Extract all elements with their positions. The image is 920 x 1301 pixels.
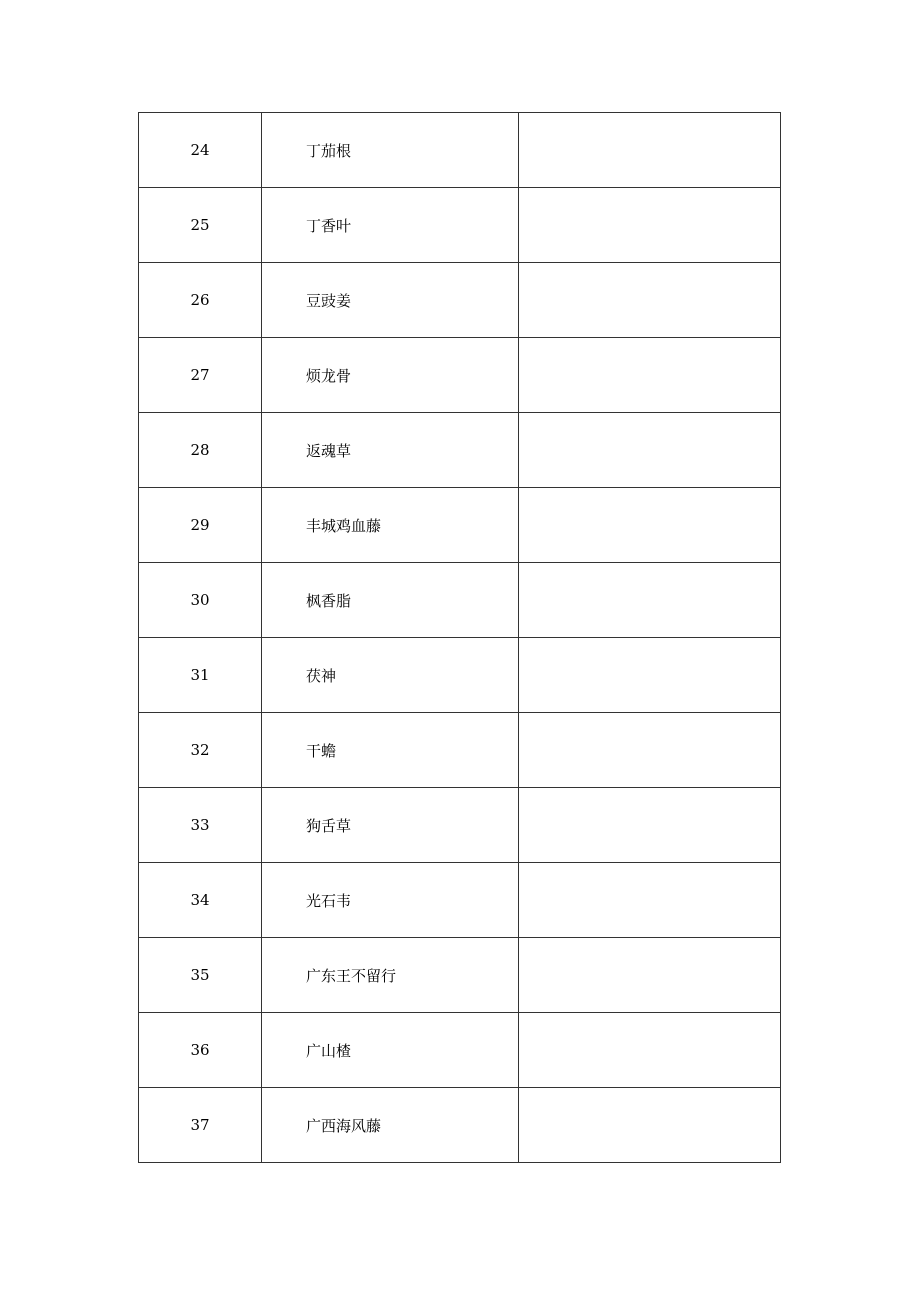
table-row: [139, 1088, 781, 1163]
table-row: [139, 188, 781, 263]
row-number-cell: 28: [139, 413, 262, 488]
note-cell: [519, 563, 781, 638]
note-cell: [519, 338, 781, 413]
table-row: [139, 638, 781, 713]
herb-name-cell: 干蟾: [262, 713, 519, 788]
note-cell: [519, 488, 781, 563]
herb-name-cell: 返魂草: [262, 413, 519, 488]
herb-name-cell: 丁香叶: [262, 188, 519, 263]
herb-name-cell: 狗舌草: [262, 788, 519, 863]
row-number-cell: 27: [139, 338, 262, 413]
row-number-cell: 32: [139, 713, 262, 788]
herb-name-cell: 茯神: [262, 638, 519, 713]
herb-name-cell: 广东王不留行: [262, 938, 519, 1013]
note-cell: [519, 938, 781, 1013]
note-cell: [519, 863, 781, 938]
herb-name-cell: 枫香脂: [262, 563, 519, 638]
table-row: [139, 338, 781, 413]
table-row: [139, 113, 781, 188]
table-row: [139, 413, 781, 488]
table-row: [139, 713, 781, 788]
note-cell: [519, 413, 781, 488]
row-number-cell: 29: [139, 488, 262, 563]
row-number-cell: 34: [139, 863, 262, 938]
row-number-cell: 35: [139, 938, 262, 1013]
row-number-cell: 25: [139, 188, 262, 263]
herb-name-cell: 广西海风藤: [262, 1088, 519, 1163]
table-row: [139, 488, 781, 563]
note-cell: [519, 713, 781, 788]
note-cell: [519, 638, 781, 713]
row-number-cell: 30: [139, 563, 262, 638]
note-cell: [519, 113, 781, 188]
table-row: [139, 788, 781, 863]
row-number-cell: 26: [139, 263, 262, 338]
table-row: [139, 263, 781, 338]
note-cell: [519, 263, 781, 338]
note-cell: [519, 1088, 781, 1163]
herb-name-cell: 烦龙骨: [262, 338, 519, 413]
note-cell: [519, 788, 781, 863]
row-number-cell: 24: [139, 113, 262, 188]
herb-name-cell: 豆豉姜: [262, 263, 519, 338]
note-cell: [519, 1013, 781, 1088]
row-number-cell: 36: [139, 1013, 262, 1088]
herb-name-cell: 广山楂: [262, 1013, 519, 1088]
row-number-cell: 33: [139, 788, 262, 863]
row-number-cell: 31: [139, 638, 262, 713]
table-row: [139, 1013, 781, 1088]
table-row: [139, 563, 781, 638]
herb-name-cell: 丰城鸡血藤: [262, 488, 519, 563]
table-body: [139, 113, 781, 1163]
table-row: [139, 863, 781, 938]
herb-list-table: [138, 112, 781, 1163]
herb-name-cell: 丁茄根: [262, 113, 519, 188]
note-cell: [519, 188, 781, 263]
table-row: [139, 938, 781, 1013]
herb-name-cell: 光石韦: [262, 863, 519, 938]
row-number-cell: 37: [139, 1088, 262, 1163]
